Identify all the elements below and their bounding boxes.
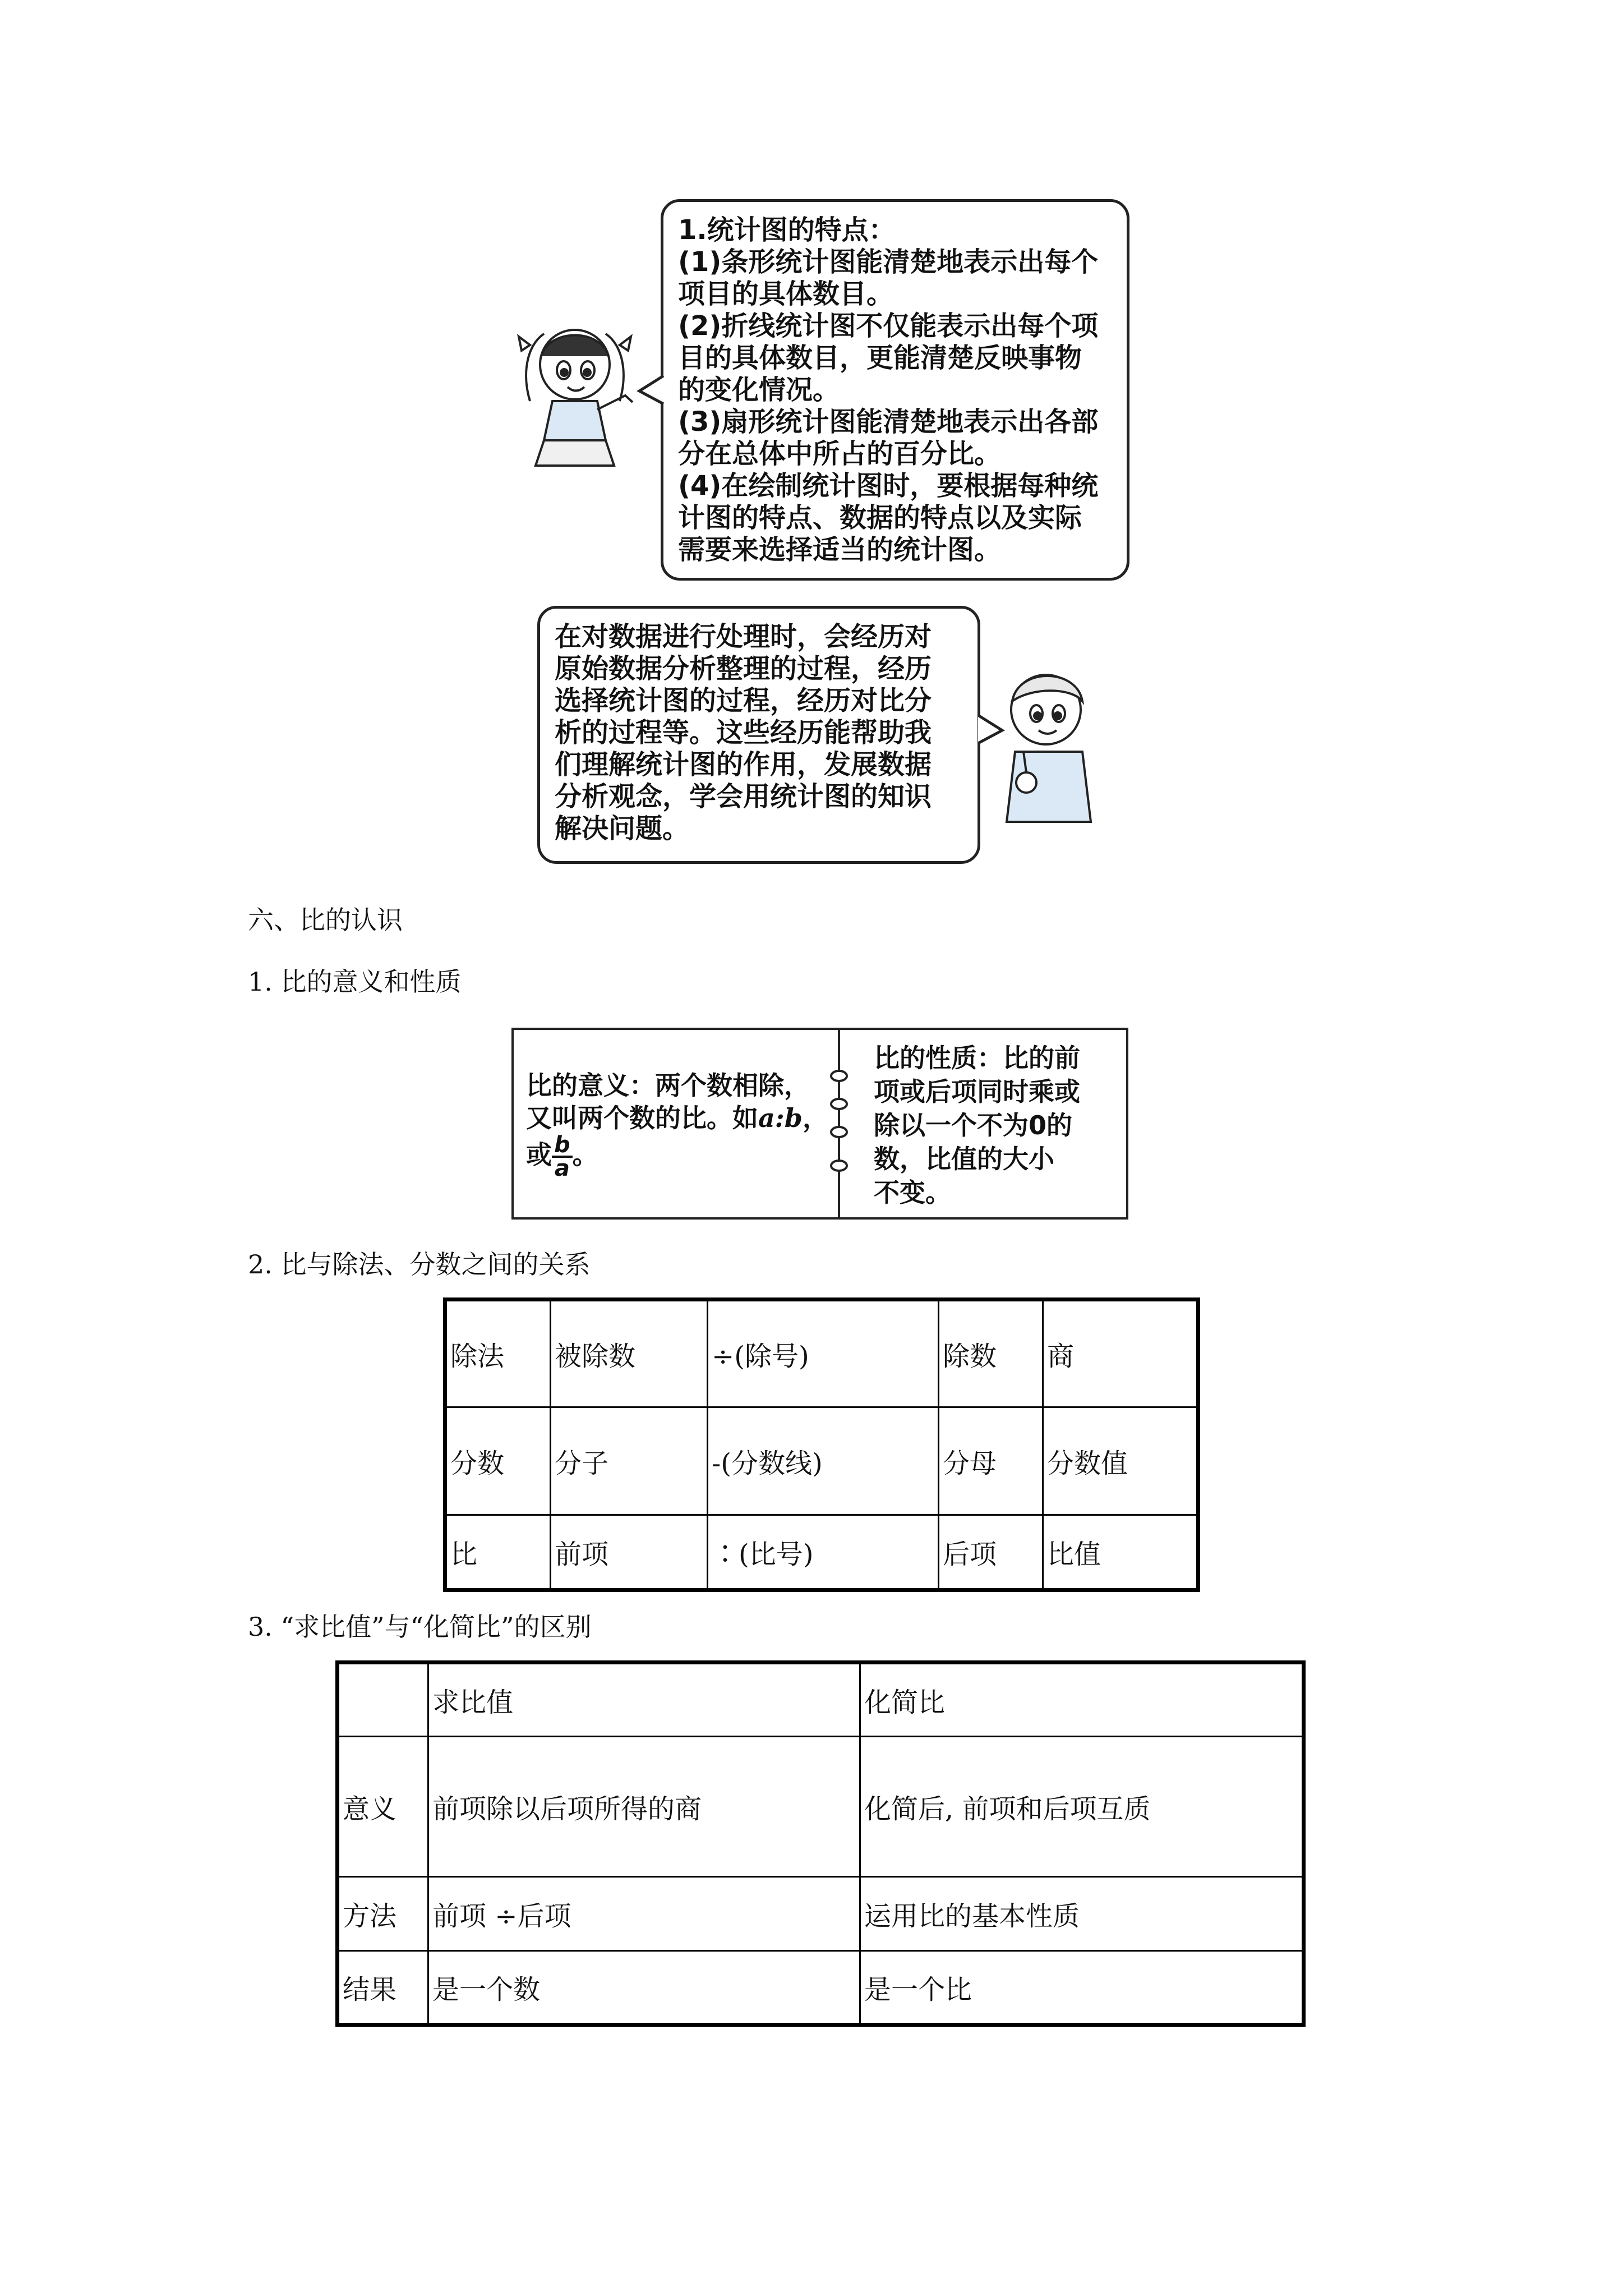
property-line: 项或后项同时乘或 [874,1076,1080,1107]
boy-illustration [993,662,1105,825]
bubble-line: (3)扇形统计图能清楚地表示出各部 [678,406,1099,438]
table-cell: 除法 [445,1300,551,1407]
bubble-line: 目的具体数目，更能清楚反映事物 [678,342,1082,374]
table-cell: 后项 [939,1515,1043,1590]
table-cell: 商 [1043,1300,1198,1407]
bubble-line: 选择统计图的过程，经历对比分 [555,685,932,716]
table-cell: 前项除以后项所得的商 [428,1737,860,1877]
bubble-line: 们理解统计图的作用，发展数据 [555,749,932,780]
ratio-comparison-table [335,1660,1306,2027]
table-cell: 分数 [445,1407,551,1515]
bubble-line: 项目的具体数目。 [678,278,894,310]
table-cell: 分数值 [1043,1407,1198,1515]
table-row [445,1407,1198,1515]
bubble-line: 析的过程等。这些经历能帮助我 [555,717,932,748]
table-cell: 前项 [551,1515,708,1590]
bubble-line: (4)在绘制统计图时，要根据每种统 [678,470,1099,501]
bubble-tail [637,373,665,407]
table-cell: -(分数线) [708,1407,939,1515]
meaning-text: 。 [572,1139,598,1170]
table-cell: 前项 ÷后项 [428,1877,860,1951]
table-cell: ∶(比号) [708,1515,939,1590]
subsection-title: 3. “求比值”与“化简比”的区别 [248,1612,592,1642]
bubble-line: 的变化情况。 [678,374,840,406]
table-cell: 结果 [338,1951,428,2025]
ratio-example: a:b [758,1103,803,1133]
ratio-notebook-card [511,1028,1128,1220]
subsection-title: 2. 比与除法、分数之间的关系 [248,1249,591,1280]
bubble-line: (2)折线统计图不仅能表示出每个项 [678,310,1099,342]
table-cell: 除数 [939,1300,1043,1407]
bubble-line: 解决问题。 [555,813,690,844]
fraction-example [552,1134,573,1179]
table-row [338,1951,1304,2025]
girl-speech-bubble [661,199,1129,581]
table-header-row [338,1663,1304,1737]
bubble-line: 1.统计图的特点： [678,214,896,246]
table-cell: 分母 [939,1407,1043,1515]
bubble-line: 分在总体中所占的百分比。 [678,438,1002,470]
table-cell: 是一个比 [860,1951,1304,2025]
table-cell: 比值 [1043,1515,1198,1590]
table-cell: 化简后, 前项和后项互质 [860,1737,1304,1877]
bubble-line: (1)条形统计图能清楚地表示出每个 [678,246,1099,278]
section-title: 六、比的认识 [248,905,403,935]
table-cell: 比 [445,1515,551,1590]
property-line: 比的性质：比的前 [874,1043,1080,1073]
property-line: 数，比值的大小 [874,1144,1054,1174]
property-line: 不变。 [874,1177,951,1208]
bubble-line: 需要来选择适当的统计图。 [678,534,1002,565]
table-cell: ÷(除号) [708,1300,939,1407]
table-cell: 意义 [338,1737,428,1877]
table-cell: 是一个数 [428,1951,860,2025]
table-cell: 运用比的基本性质 [860,1877,1304,1951]
table-header-cell [338,1663,428,1737]
property-line: 除以一个不为0的 [874,1110,1073,1140]
bubble-line: 分析观念，学会用统计图的知识 [555,781,932,812]
ratio-property [874,1041,1121,1209]
table-row [445,1515,1198,1590]
table-header-cell: 求比值 [428,1663,860,1737]
table-row [338,1737,1304,1877]
table-cell: 被除数 [551,1300,708,1407]
table-row [338,1877,1304,1951]
meaning-text: ， [802,1103,828,1133]
meaning-text: 或 [526,1139,552,1170]
table-header-cell: 化简比 [860,1663,1304,1737]
meaning-line [526,1134,829,1179]
table-cell: 分子 [551,1407,708,1515]
meaning-text: 又叫两个数的比。如 [526,1103,758,1133]
subsection-title: 1. 比的意义和性质 [248,967,462,997]
fraction-numerator: b [552,1134,573,1158]
boy-speech-bubble [537,606,980,864]
table-cell: 方法 [338,1877,428,1951]
fraction-denominator: a [554,1156,570,1181]
bubble-line: 原始数据分析整理的过程，经历 [555,653,932,684]
table-row [445,1300,1198,1407]
ratio-relation-table [443,1297,1200,1592]
meaning-line [526,1102,829,1134]
girl-illustration [505,311,645,480]
bubble-line: 在对数据进行处理时，会经历对 [555,621,932,652]
meaning-line: 比的意义：两个数相除， [526,1070,810,1101]
bubble-line: 计图的特点、数据的特点以及实际 [678,502,1082,533]
ratio-meaning [526,1069,829,1179]
notebook-rings-icon [828,1069,850,1181]
